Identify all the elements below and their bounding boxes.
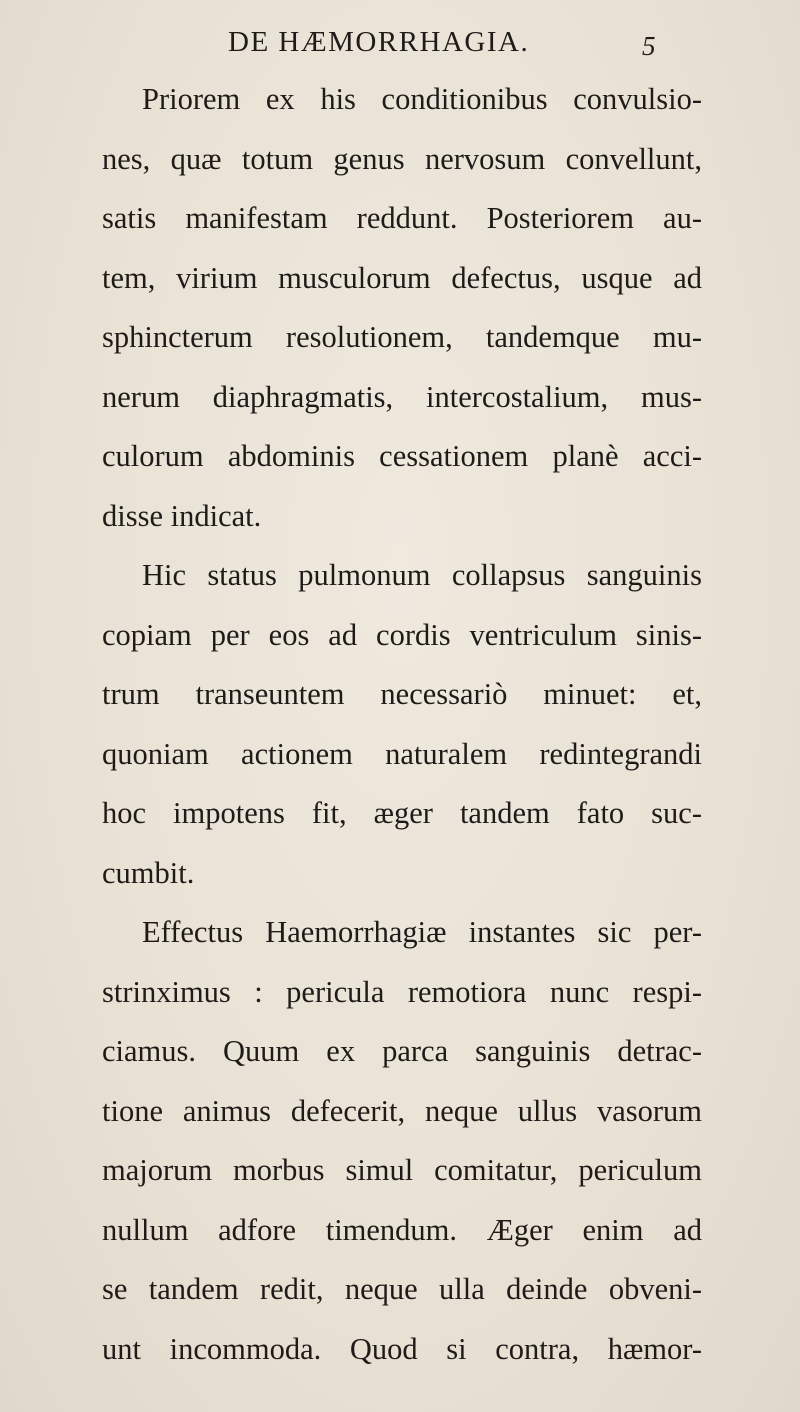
page-number: 5 [642, 31, 656, 61]
text-line: quoniam actionem naturalem redintegrandi [102, 736, 702, 771]
text-line: Priorem ex his conditionibus convulsio- [142, 82, 702, 116]
text-line: Hic status pulmonum collapsus sanguinis [142, 558, 702, 592]
running-head [0, 20, 800, 64]
text-line: nullum adfore timendum. Æger enim ad [102, 1212, 702, 1247]
text-line: se tandem redit, neque ulla deinde obveni- [102, 1272, 702, 1306]
text-line: nes, quæ totum genus nervosum convellunt, [102, 141, 702, 176]
text-line: sphincterum resolutionem, tandemque mu- [102, 320, 702, 354]
text-line: copiam per eos ad cordis ventriculum sinis- [102, 617, 702, 652]
text-line: unt incommoda. Quod si contra, hæmor- [102, 1331, 702, 1366]
text-line: satis manifestam reddunt. Posteriorem au- [102, 201, 702, 235]
text-line: majorum morbus simul comitatur, periculum [102, 1153, 702, 1187]
text-line: trum transeuntem necessariò minuet: et, [102, 677, 702, 711]
body-text [102, 70, 702, 1379]
text-line: tione animus defecerit, neque ullus vasorum [102, 1093, 702, 1128]
text-line: nerum diaphragmatis, intercostalium, mus- [102, 379, 702, 414]
text-line: cumbit. [102, 855, 195, 890]
text-line: hoc impotens fit, æger tandem fato suc- [102, 796, 702, 830]
text-line: ciamus. Quum ex parca sanguinis detrac- [102, 1034, 702, 1068]
text-line: disse indicat. [102, 498, 262, 533]
running-title: DE HÆMORRHAGIA. [228, 26, 530, 58]
text-line: tem, virium musculorum defectus, usque ad [102, 260, 702, 295]
text-line: strinximus : pericula remotiora nunc respi- [102, 974, 702, 1009]
text-line: culorum abdominis cessationem planè acci- [102, 439, 702, 473]
text-line: Effectus Haemorrhagiæ instantes sic per- [142, 915, 702, 949]
